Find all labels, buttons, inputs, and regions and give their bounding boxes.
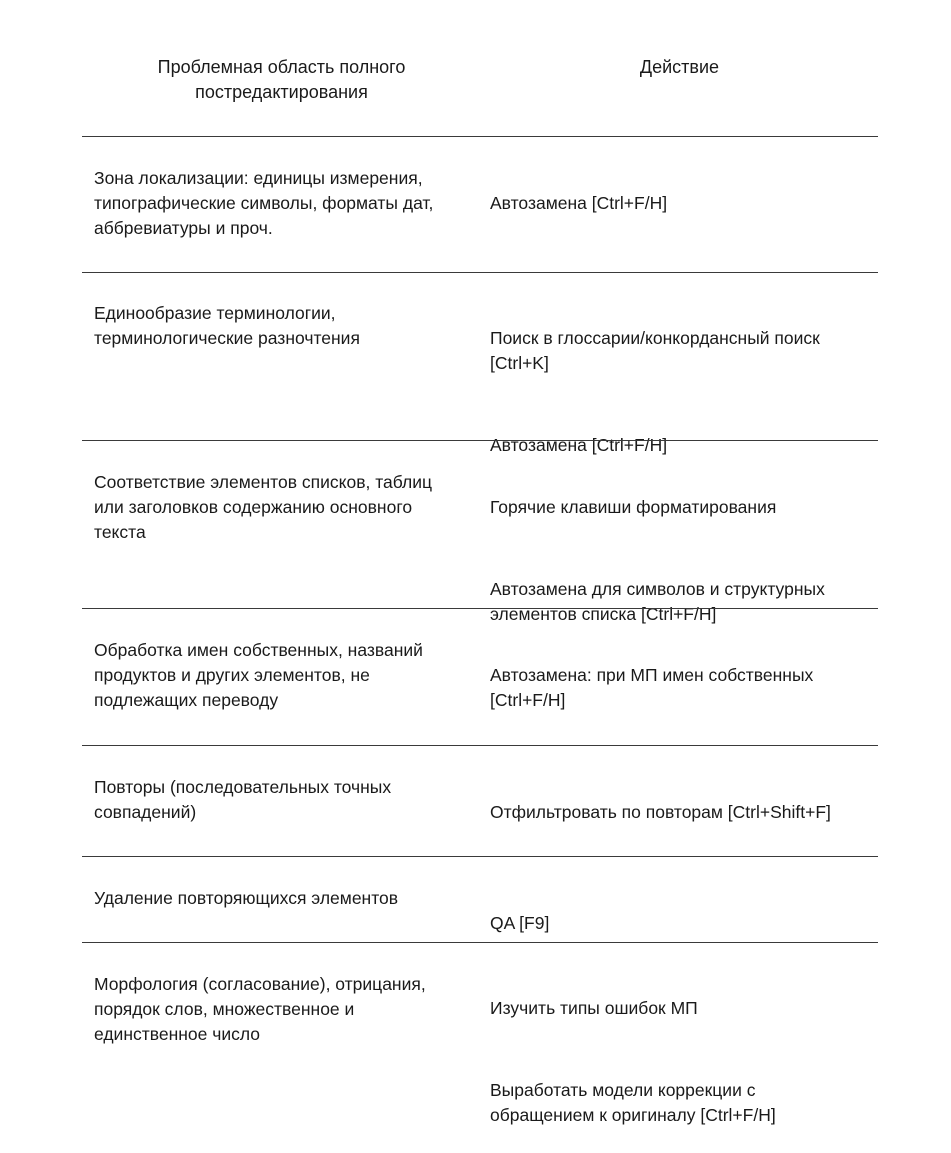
- action-item: Автозамена для символов и структурных элементов списка [Ctrl+F/H]: [490, 579, 825, 624]
- action-item: Изучить типы ошибок МП: [490, 998, 698, 1018]
- action-item: QA [F9]: [490, 913, 550, 933]
- action-cell: [490, 775, 872, 850]
- table-row: [82, 746, 878, 856]
- table-row: [82, 137, 878, 272]
- header-problem-area: Проблемная область полного постредактирования: [157, 57, 406, 102]
- action-item: Выработать модели коррекции с обращением к оригиналу [Ctrl+F/H]: [490, 1080, 776, 1125]
- action-item: Автозамена [Ctrl+F/H]: [490, 435, 668, 455]
- table-row: [82, 273, 878, 455]
- action-item: Горячие клавиши форматирования: [490, 497, 777, 517]
- problem-cell: Обработка имен собственных, названий продуктов и других элементов, не подлежащих переводу: [94, 640, 423, 710]
- table-row: [82, 609, 878, 745]
- action-cell: [490, 166, 872, 241]
- action-item: Поиск в глоссарии/конкордансный поиск [Ctrl+K]: [490, 328, 820, 373]
- action-item: Отфильтровать по повторам [Ctrl+Shift+F]: [490, 802, 831, 822]
- problem-cell: Морфология (согласование), отрицания, порядок слов, множественное и единственное число: [94, 974, 426, 1044]
- problem-cell: Зона локализации: единицы измерения, типографические символы, форматы дат, аббревиатуры и проч.: [94, 168, 434, 238]
- action-item: Автозамена [Ctrl+F/H]: [490, 193, 668, 213]
- problem-cell: Удаление повторяющихся элементов: [94, 888, 399, 908]
- table-row: [82, 441, 878, 624]
- problem-cell: Повторы (последовательных точных совпадений): [94, 777, 392, 822]
- action-cell: [490, 971, 872, 1153]
- table-row: [82, 857, 878, 942]
- header-action: Действие: [639, 57, 720, 77]
- problem-cell: Единообразие терминологии, терминологические разночтения: [94, 303, 360, 348]
- problem-cell: Соответствие элементов списков, таблиц или заголовков содержанию основного текста: [94, 472, 433, 542]
- table-header: [82, 0, 878, 136]
- action-item: Автозамена: при МП имен собственных [Ctrl+F/H]: [490, 665, 814, 710]
- action-cell: [490, 638, 872, 738]
- table-row: [82, 943, 878, 1123]
